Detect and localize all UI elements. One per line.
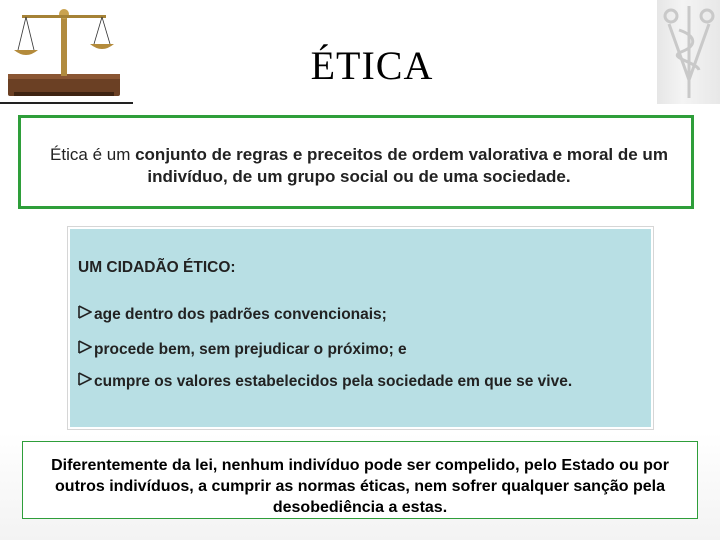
definition-text [29, 144, 689, 188]
ethical-citizen-heading: UM CIDADÃO ÉTICO: [78, 259, 236, 276]
closing-box [22, 441, 698, 519]
list-item-text: age dentro dos padrões convencionais; [94, 305, 387, 323]
arrowhead-bullet-icon [78, 340, 92, 359]
list-item-text: procede bem, sem prejudicar o próximo; e [94, 340, 407, 358]
list-item [78, 305, 387, 324]
arrowhead-bullet-icon [78, 372, 92, 391]
list-item [78, 340, 407, 359]
closing-text: Diferentemente da lei, nenhum indivíduo pode ser compelido, pelo Estado ou por outros indivíduos, a cumprir as normas éticas, nem sofrer qualquer sanção pela desobediência a estas. [51, 457, 669, 516]
image-underline [0, 102, 133, 104]
definition-lead: Ética é um [50, 145, 131, 164]
definition-box [18, 115, 694, 209]
list-item [78, 372, 572, 391]
caduceus-emblem-icon [657, 0, 720, 104]
ethical-citizen-box [68, 227, 653, 429]
page-title: ÉTICA [310, 43, 434, 88]
list-item-text: cumpre os valores estabelecidos pela sociedade em que se vive. [94, 372, 573, 390]
definition-rest: conjunto de regras e preceitos de ordem valorativa e moral de um indivíduo, de um grupo social ou de uma sociedade. [135, 145, 668, 186]
arrowhead-bullet-icon [78, 305, 92, 324]
